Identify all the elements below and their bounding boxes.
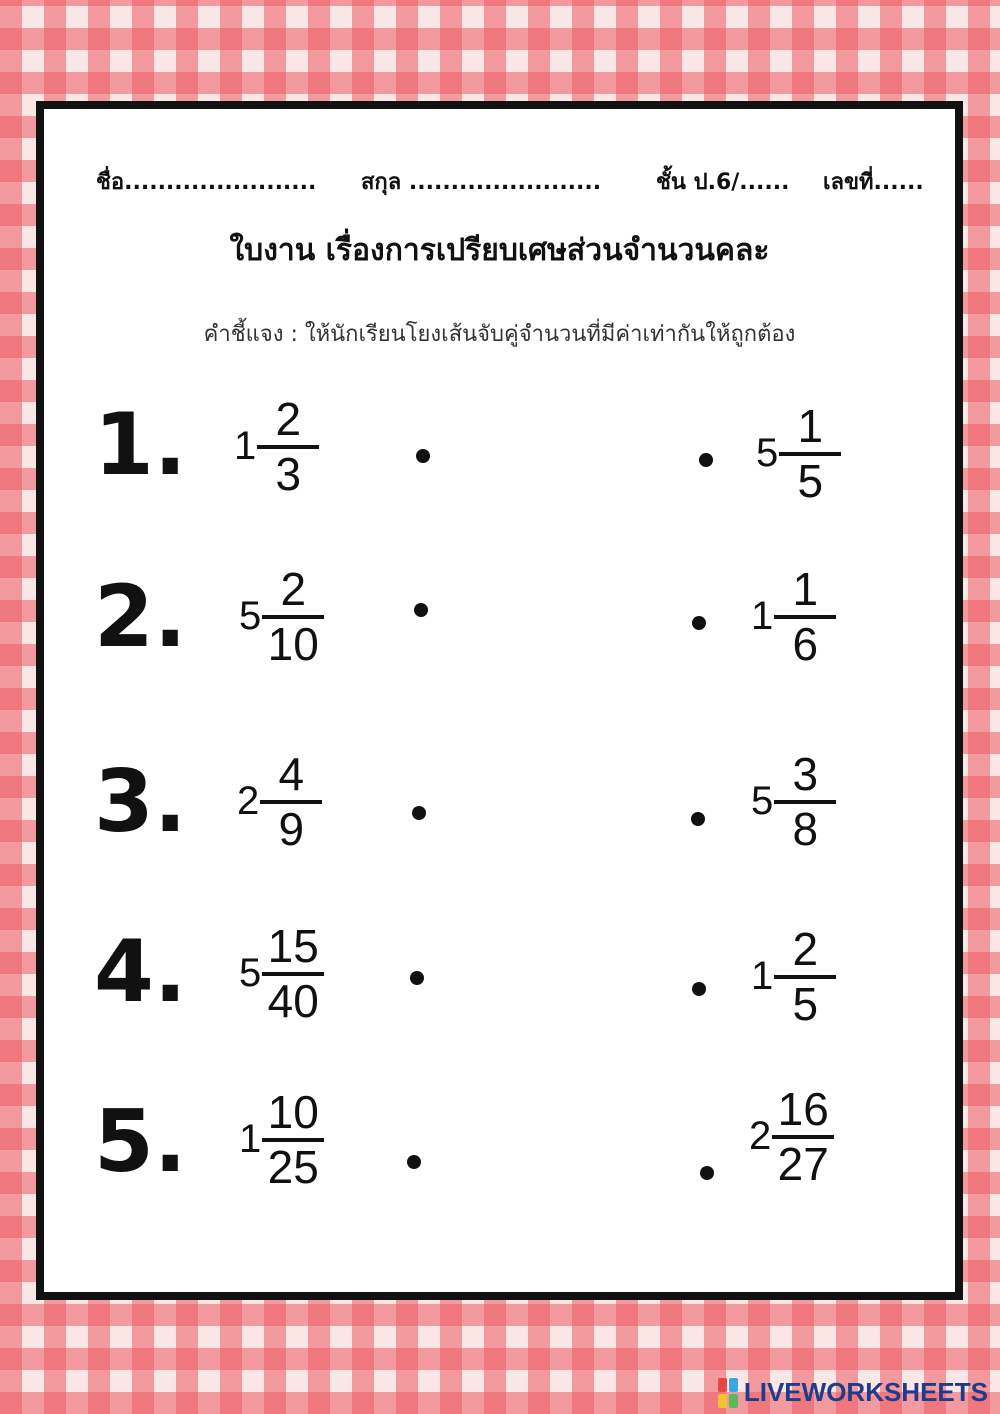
numerator: 2 (275, 393, 302, 445)
left-match-dot-1[interactable] (416, 449, 430, 463)
whole-part: 5 (239, 594, 262, 639)
denominator: 6 (792, 617, 819, 670)
question-number-3: 3. (94, 752, 187, 852)
liveworksheets-watermark[interactable] (718, 1377, 988, 1408)
fraction (774, 749, 836, 854)
left-mixed-number-2[interactable] (239, 564, 324, 669)
fraction (260, 749, 322, 854)
fraction (262, 921, 324, 1026)
question-number-1: 1. (94, 395, 187, 495)
student-number-label: เลขที่...... (823, 170, 924, 195)
question-number-4: 4. (94, 922, 187, 1022)
numerator: 1 (792, 563, 819, 615)
left-match-dot-3[interactable] (412, 806, 426, 820)
numerator: 3 (792, 748, 819, 800)
fraction (774, 924, 836, 1029)
question-number-2: 2. (94, 567, 187, 667)
worksheet-sheet (36, 101, 963, 1300)
denominator: 9 (278, 802, 305, 855)
left-match-dot-5[interactable] (407, 1155, 421, 1169)
left-mixed-number-3[interactable] (237, 749, 322, 854)
right-match-dot-5[interactable] (700, 1166, 714, 1180)
name-field-label: ชื่อ....................... (96, 170, 317, 195)
fraction (779, 401, 841, 506)
right-mixed-number-1[interactable] (756, 401, 841, 506)
watermark-text: LIVEWORKSHEETS (743, 1377, 988, 1407)
numerator: 15 (267, 920, 319, 972)
left-mixed-number-1[interactable] (234, 394, 319, 499)
left-match-dot-2[interactable] (414, 603, 428, 617)
denominator: 27 (777, 1137, 829, 1190)
denominator: 25 (267, 1140, 319, 1193)
right-match-dot-2[interactable] (692, 616, 706, 630)
denominator: 5 (797, 454, 824, 507)
right-mixed-number-2[interactable] (751, 564, 836, 669)
right-match-dot-4[interactable] (692, 982, 706, 996)
whole-part: 2 (237, 779, 260, 824)
whole-part: 1 (751, 594, 774, 639)
worksheet-title: ใบงาน เรื่องการเปรียบเศษส่วนจำนวนคละ (229, 233, 770, 268)
left-match-dot-4[interactable] (410, 971, 424, 985)
right-mixed-number-3[interactable] (751, 749, 836, 854)
right-mixed-number-4[interactable] (751, 924, 836, 1029)
whole-part: 5 (239, 951, 262, 996)
whole-part: 5 (756, 431, 779, 476)
denominator: 3 (275, 447, 302, 500)
denominator: 40 (267, 974, 319, 1027)
instruction-text: คำชี้แจง : ให้นักเรียนโยงเส้นจับคู่จำนวนที่มีค่าเท่ากันให้ถูกต้อง (203, 322, 796, 347)
denominator: 8 (792, 802, 819, 855)
left-mixed-number-5[interactable] (239, 1087, 324, 1192)
surname-field-label: สกุล ....................... (361, 170, 602, 195)
denominator: 5 (792, 977, 819, 1030)
whole-part: 1 (234, 424, 257, 469)
numerator: 1 (797, 400, 824, 452)
whole-part: 1 (239, 1117, 262, 1162)
right-match-dot-3[interactable] (691, 812, 705, 826)
whole-part: 2 (749, 1114, 772, 1159)
class-field-label: ชั้น ป.6/...... (656, 170, 790, 195)
question-number-5: 5. (94, 1092, 187, 1192)
whole-part: 1 (751, 954, 774, 999)
fraction (774, 564, 836, 669)
right-match-dot-1[interactable] (699, 453, 713, 467)
fraction (262, 564, 324, 669)
numerator: 16 (777, 1083, 829, 1135)
left-mixed-number-4[interactable] (239, 921, 324, 1026)
fraction (262, 1087, 324, 1192)
numerator: 4 (278, 748, 305, 800)
liveworksheets-logo-icon (718, 1378, 738, 1408)
numerator: 2 (280, 563, 307, 615)
right-mixed-number-5[interactable] (749, 1084, 834, 1189)
denominator: 10 (267, 617, 319, 670)
fraction (257, 394, 319, 499)
numerator: 2 (792, 923, 819, 975)
whole-part: 5 (751, 779, 774, 824)
fraction (772, 1084, 834, 1189)
numerator: 10 (267, 1086, 319, 1138)
